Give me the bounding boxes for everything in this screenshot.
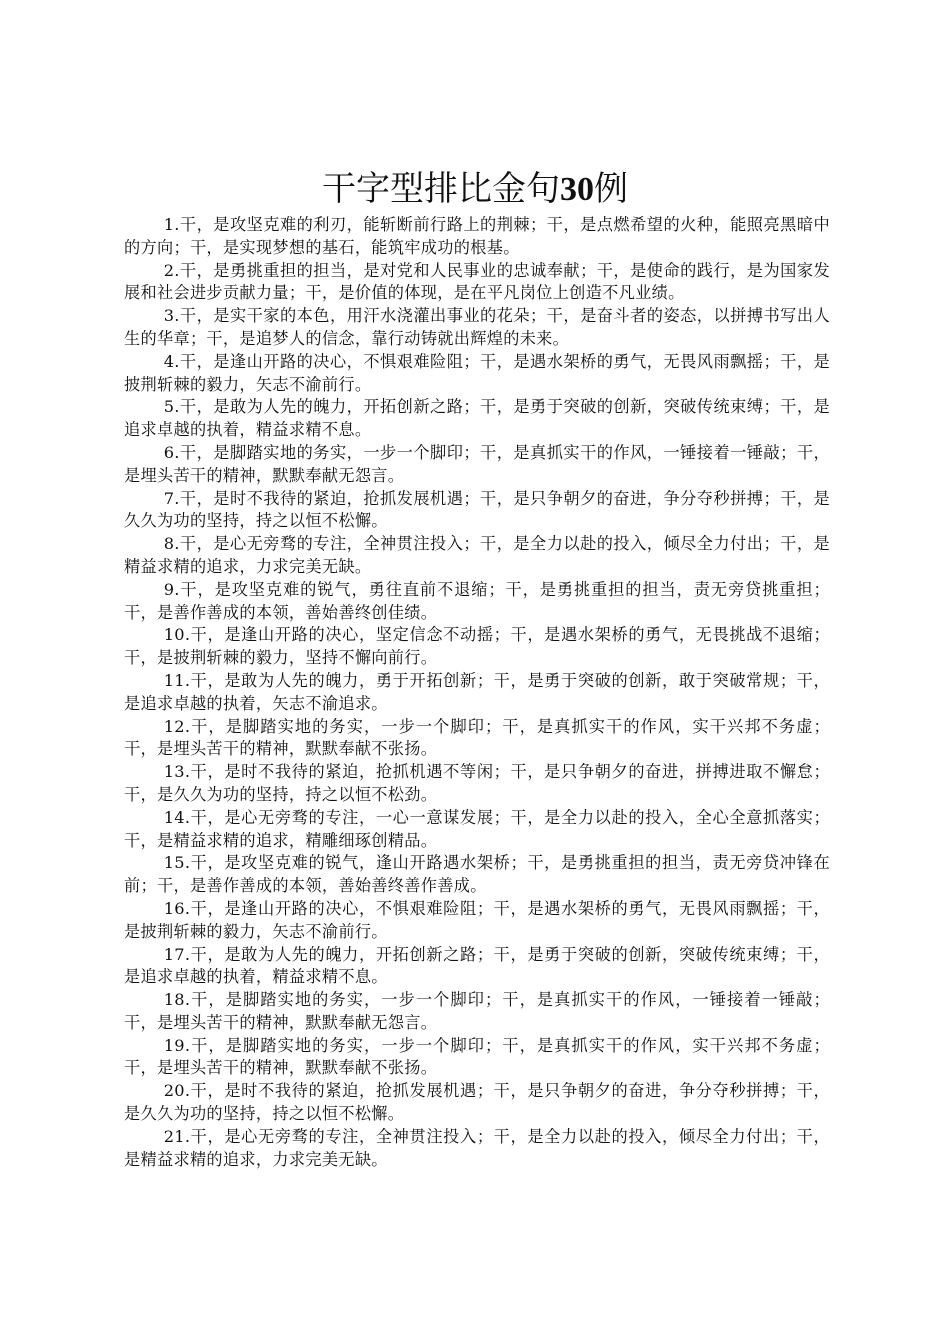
paragraph-9: 9.干，是攻坚克难的锐气，勇往直前不退缩；干，是勇挑重担的担当，责无旁贷挑重担；干，是善作善成的本领，善始善终创佳绩。 [124, 579, 830, 622]
paragraph-4: 4.干，是逢山开路的决心，不惧艰难险阻；干，是遇水架桥的勇气，无畏风雨飘摇；干，是披荆斩棘的毅力，矢志不渝前行。 [124, 351, 830, 394]
paragraph-2: 2.干，是勇挑重担的担当，是对党和人民事业的忠诚奉献；干，是使命的践行，是为国家发展和社会进步贡献力量；干，是价值的体现，是在平凡岗位上创造不凡业绩。 [124, 260, 830, 303]
paragraph-13: 13.干，是时不我待的紧迫，抢抓机遇不等闲；干，是只争朝夕的奋进，拼搏进取不懈怠；干，是久久为功的坚持，持之以恒不松劲。 [124, 762, 830, 804]
paragraph-5: 5.干，是敢为人先的魄力，开拓创新之路；干，是勇于突破的创新，突破传统束缚；干，是追求卓越的执着，精益求精不息。 [124, 397, 830, 440]
paragraph-16: 16.干，是逢山开路的决心，不惧艰难险阻；干，是遇水架桥的勇气，无畏风雨飘摇；干，是披荆斩棘的毅力，矢志不渝前行。 [124, 898, 830, 941]
title-number: 30 [560, 171, 594, 208]
paragraph-7: 7.干，是时不我待的紧迫，抢抓发展机遇；干，是只争朝夕的奋进，争分夺秒拼搏；干，是久久为功的坚持，持之以恒不松懈。 [124, 488, 830, 531]
paragraph-10: 10.干，是逢山开路的决心，坚定信念不动摇；干，是遇水架桥的勇气，无畏挑战不退缩；干，是披荆斩棘的毅力，坚持不懈向前行。 [124, 625, 830, 668]
paragraph-18: 18.干，是脚踏实地的务实，一步一个脚印；干，是真抓实干的作风，一锤接着一锤敲；干，是埋头苦干的精神，默默奉献无怨言。 [124, 990, 830, 1032]
paragraph-12: 12.干，是脚踏实地的务实，一步一个脚印；干，是真抓实干的作风，实干兴邦不务虚；干，是埋头苦干的精神，默默奉献不张扬。 [124, 716, 830, 759]
document-body [124, 214, 830, 1171]
paragraph-21: 21.干，是心无旁骛的专注，全神贯注投入；干，是全力以赴的投入，倾尽全力付出；干，是精益求精的追求，力求完美无缺。 [124, 1126, 830, 1169]
paragraph-15: 15.干，是攻坚克难的锐气，逢山开路遇水架桥；干，是勇挑重担的担当，责无旁贷冲锋在前；干，是善作善成的本领，善始善终善作善成。 [124, 853, 830, 896]
paragraph-17: 17.干，是敢为人先的魄力，开拓创新之路；干，是勇于突破的创新，突破传统束缚；干，是追求卓越的执着，精益求精不息。 [124, 944, 830, 987]
title-suffix: 例 [594, 169, 628, 209]
paragraph-19: 19.干，是脚踏实地的务实，一步一个脚印；干，是真抓实干的作风，实干兴邦不务虚；干，是埋头苦干的精神，默默奉献不张扬。 [124, 1035, 830, 1078]
paragraph-11: 11.干，是敢为人先的魄力，勇于开拓创新；干，是勇于突破的创新，敢于突破常规；干，是追求卓越的执着，矢志不渝追求。 [124, 670, 830, 713]
paragraph-6: 6.干，是脚踏实地的务实，一步一个脚印；干，是真抓实干的作风，一锤接着一锤敲；干，是埋头苦干的精神，默默奉献无怨言。 [124, 442, 830, 485]
title-main: 干字型排比金句 [322, 169, 560, 209]
paragraph-1: 1.干，是攻坚克难的利刃，能斩断前行路上的荆棘；干，是点燃希望的火种，能照亮黑暗中的方向；干，是实现梦想的基石，能筑牢成功的根基。 [124, 215, 830, 257]
paragraph-8: 8.干，是心无旁骛的专注，全神贯注投入；干，是全力以赴的投入，倾尽全力付出；干，是精益求精的追求，力求完美无缺。 [124, 534, 830, 576]
paragraph-3: 3.干，是实干家的本色，用汗水浇灌出事业的花朵；干，是奋斗者的姿态，以拼搏书写出人生的华章；干，是追梦人的信念，靠行动铸就出辉煌的未来。 [124, 306, 830, 348]
page-title [0, 166, 950, 213]
paragraph-20: 20.干，是时不我待的紧迫，抢抓发展机遇；干，是只争朝夕的奋进，争分夺秒拼搏；干，是久久为功的坚持，持之以恒不松懈。 [124, 1081, 830, 1124]
paragraph-14: 14.干，是心无旁骛的专注，一心一意谋发展；干，是全力以赴的投入，全心全意抓落实；干，是精益求精的追求，精雕细琢创精品。 [124, 807, 830, 850]
